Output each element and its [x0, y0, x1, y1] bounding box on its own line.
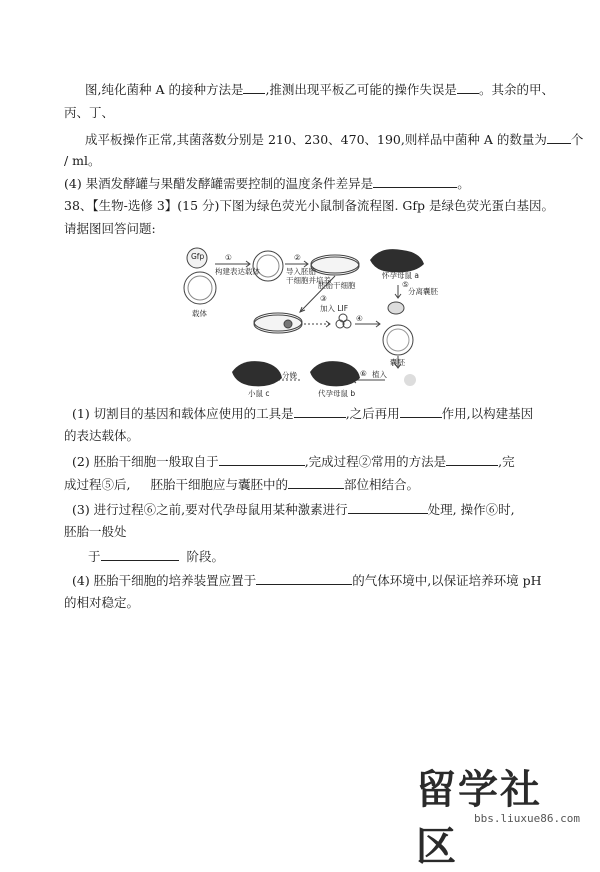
q37-text: 图,纯化菌种 A 的接种方法是	[85, 82, 244, 97]
label-surrogate: 代孕母鼠 b	[318, 389, 356, 398]
label-mouse-c: 小鼠 c	[248, 389, 270, 398]
flowchart-drawing	[170, 240, 440, 398]
answer-blank[interactable]	[243, 81, 265, 94]
answer-blank[interactable]	[348, 501, 428, 514]
q38-prompt: 请据图回答问题:	[64, 221, 156, 236]
q38-text: 于	[88, 549, 101, 564]
label-blastocyst: 囊胚	[390, 358, 405, 367]
q38-text: (2) 胚胎干细胞一般取自于	[72, 454, 219, 469]
label-construct: 构建表达载体	[215, 267, 260, 276]
q37-text: ,推测出现平板乙可能的操作失误是	[265, 82, 457, 97]
q38-part-3-line-3	[88, 548, 224, 565]
q37-text: 。	[457, 176, 470, 191]
site-watermark	[416, 758, 586, 870]
q38-text: ,完成过程②常用的方法是	[304, 454, 447, 469]
answer-blank[interactable]	[457, 81, 479, 94]
watermark-url: bbs.liuxue86.com	[474, 812, 580, 825]
q37-line-1	[85, 81, 554, 98]
label-step4: ④	[356, 314, 363, 323]
q37-text: 成平板操作正常,其菌落数分别是 210、230、470、190,则样品中菌种 A 的数量为	[85, 132, 547, 147]
q37-line-4: / ml。	[64, 153, 101, 168]
q38-part-2-line-2	[64, 476, 419, 493]
label-collect: 分离囊胚	[408, 287, 438, 296]
label-gfp: Gfp	[191, 252, 205, 261]
label-add-lif: 加入 LIF	[320, 304, 349, 313]
label-birth: 分娩	[282, 371, 297, 380]
answer-blank[interactable]	[219, 453, 305, 466]
q38-text: 处理, 操作⑥时,	[427, 502, 515, 517]
q38-part-3-line-2: 胚胎一般处	[64, 524, 127, 539]
q37-text: 。其余的甲、	[478, 82, 554, 97]
q37-text: 个	[570, 132, 584, 147]
answer-blank[interactable]	[101, 548, 179, 561]
answer-blank[interactable]	[446, 453, 498, 466]
answer-blank[interactable]	[400, 405, 442, 418]
q38-part-1-line-1	[72, 405, 533, 422]
q38-text: 阶段。	[186, 549, 225, 564]
q38-part-4-line-2: 的相对稳定。	[64, 595, 140, 610]
q38-text: ,完	[498, 454, 515, 469]
q38-part-2-line-1	[72, 453, 515, 470]
q38-text: 部位相结合。	[344, 477, 420, 492]
q38-text: (1) 切割目的基因和载体应使用的工具是	[72, 406, 294, 421]
label-step6: ⑥	[360, 369, 367, 378]
answer-blank[interactable]	[373, 175, 457, 188]
answer-blank[interactable]	[288, 476, 344, 489]
q38-text: (3) 进行过程⑥之前,要对代孕母鼠用某种激素进行	[72, 502, 348, 517]
label-step3: ③	[320, 294, 327, 303]
q38-text: 的气体环境中,以保证培养环境 pH	[352, 573, 542, 588]
label-step1: ①	[225, 253, 232, 262]
q38-text: 作用,以构建基因	[441, 406, 534, 421]
answer-blank[interactable]	[256, 572, 352, 585]
q38-header: 38、【生物-选修 3】(15 分)下图为绿色荧光小鼠制备流程图. Gfp 是绿色荧光蛋白基因。	[64, 198, 554, 213]
q37-text: (4) 果酒发酵罐与果醋发酵罐需要控制的温度条件差异是	[64, 176, 374, 191]
q38-text: ,之后再用	[345, 406, 400, 421]
label-step5: ⑤	[402, 280, 409, 289]
q37-line-3	[85, 131, 583, 148]
label-es-cell: 胚胎干细胞	[318, 281, 356, 290]
q38-text: 胚胎干细胞应与囊胚中的	[150, 477, 288, 492]
q37-line-2: 丙、丁、	[64, 105, 115, 120]
mouse-preparation-flowchart	[170, 240, 440, 398]
label-inject2: 干细胞并培养	[286, 276, 331, 285]
q38-part-1-line-2: 的表达载体。	[64, 428, 140, 443]
q38-text: (4) 胚胎干细胞的培养装置应置于	[72, 573, 257, 588]
label-step2: ②	[294, 253, 301, 262]
q38-text: 成过程⑤后,	[64, 477, 131, 492]
label-transfer: 植入	[372, 370, 387, 379]
label-pregnant-mouse: 怀孕母鼠 a	[382, 271, 419, 280]
answer-blank[interactable]	[294, 405, 346, 418]
label-inject: 导入胚胎	[286, 267, 316, 276]
q38-part-4-line-1	[72, 572, 542, 589]
answer-blank[interactable]	[547, 131, 571, 144]
q38-part-3-line-1	[72, 501, 515, 518]
q37-part-4	[64, 175, 470, 192]
label-vector: 载体	[192, 309, 207, 318]
watermark-logo-text: 留学社区	[416, 767, 542, 870]
